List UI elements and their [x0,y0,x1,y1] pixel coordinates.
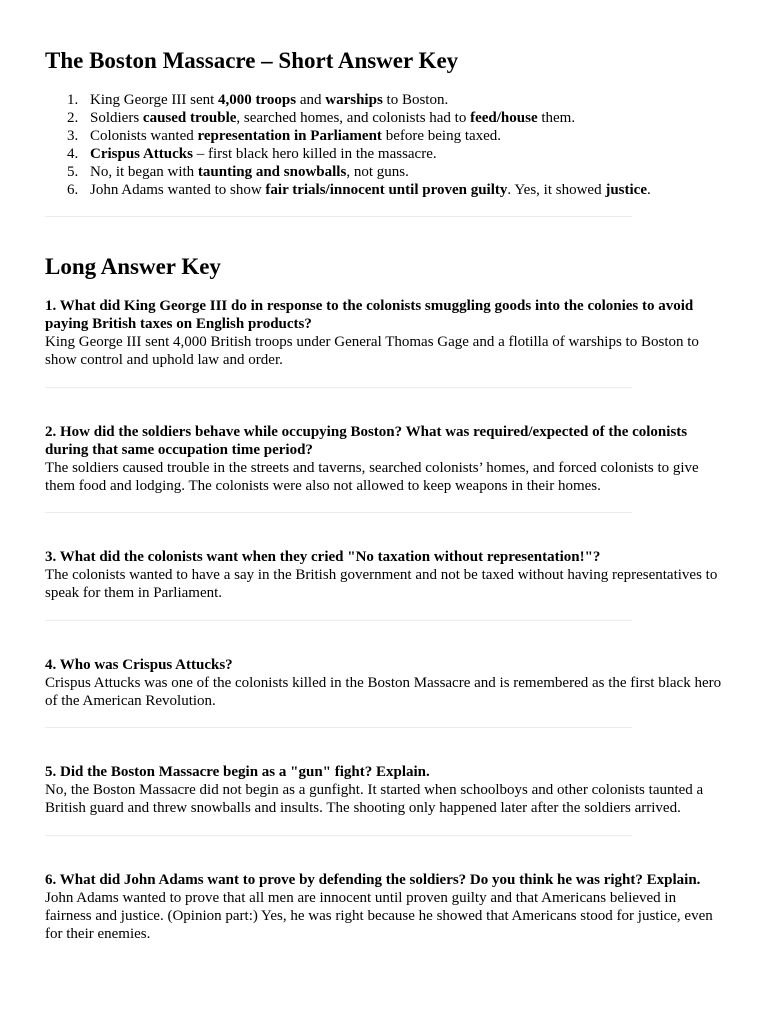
bold-answer-term: fair trials/innocent until proven guilty [265,182,508,198]
short-answer-item [67,109,750,127]
short-answer-item [67,145,750,163]
short-answer-item [67,181,750,199]
short-answer-list [45,91,750,199]
question-text: 2. How did the soldiers behave while occupying Boston? What was required/expected of the colonists during that same occupation time period? [45,424,688,458]
bold-answer-term: taunting and snowballs [197,164,347,180]
question-text: 6. What did John Adams want to prove by defending the soldiers? Do you think he was right? Explain. [45,872,701,888]
bold-answer-term: representation in Parliament [197,128,382,144]
question-text: 1. What did King George III do in response to the colonists smuggling goods into the colonies to avoid paying British taxes on English products? [45,298,694,332]
answer-text-run: . Yes, it showed [507,182,606,198]
answer-text-run: to Boston. [382,92,449,108]
item-number: 1. [67,92,79,108]
answer-text-run: – first black hero killed in the massacre. [192,146,437,162]
answer-text: Crispus Attucks was one of the colonists killed in the Boston Massacre and is remembered as the first black hero of the American Revolution. [45,675,722,709]
long-answer-4 [45,656,725,710]
question-divider [45,620,632,621]
answer-text-run: and [296,92,326,108]
bold-answer-term: warships [325,92,383,108]
bold-answer-term: caused trouble [142,110,237,126]
item-text [90,146,437,162]
item-text [90,128,501,144]
bold-answer-term: justice [605,182,647,198]
question-text: 4. Who was Crispus Attucks? [45,657,233,673]
long-answer-6 [45,871,725,943]
question-divider [45,727,632,728]
answer-text-run: . [646,182,651,198]
item-number: 4. [67,146,79,162]
bold-answer-term: feed/house [470,110,538,126]
answer-text: No, the Boston Massacre did not begin as a gunfight. It started when schoolboys and other colonists taunted a British guard and threw snowballs and insults. The shooting only happened later after the soldiers arrived. [45,782,704,816]
answer-text-run: King George III sent [90,92,219,108]
item-number: 5. [67,164,79,180]
item-text [90,164,409,180]
long-answer-1 [45,297,725,369]
bold-answer-term: Crispus Attucks [90,146,193,162]
bold-answer-term: 4,000 troops [218,92,297,108]
item-text [90,110,575,126]
long-answer-key-title: Long Answer Key [45,254,221,279]
short-answer-key-title: The Boston Massacre – Short Answer Key [45,48,459,73]
answer-text-run: before being taxed. [381,128,502,144]
question-divider [45,835,632,836]
item-number: 3. [67,128,79,144]
short-answer-item [67,91,750,109]
item-text [90,92,448,108]
answer-text-run: , not guns. [346,164,409,180]
answer-text-run: them. [537,110,576,126]
item-number: 6. [67,182,79,198]
question-text: 3. What did the colonists want when they cried "No taxation without representation!"? [45,549,601,565]
short-answer-item [67,127,750,145]
long-answer-3 [45,548,725,602]
long-answer-5 [45,763,725,817]
answer-text: The colonists wanted to have a say in the British government and not be taxed without having representatives to speak for them in Parliament. [45,567,718,601]
question-divider [45,512,632,513]
section-divider [45,216,632,217]
answer-text-run: , searched homes, and colonists had to [236,110,471,126]
question-text: 5. Did the Boston Massacre begin as a "gun" fight? Explain. [45,764,430,780]
item-text [90,182,651,198]
answer-text: John Adams wanted to prove that all men are innocent until proven guilty and that Americans believed in fairness and justice. (Opinion part:) Yes, he was right because he showed that Americans stood for justice, even for their enemies. [45,890,713,942]
short-answer-item [67,163,750,181]
answer-text: The soldiers caused trouble in the streets and taverns, searched colonists’ homes, and forced colonists to give them food and lodging. The colonists were also not allowed to keep weapons in their homes. [45,460,699,494]
answer-text-run: No, it began with [90,164,198,180]
item-number: 2. [67,110,79,126]
long-answer-2 [45,423,725,495]
answer-text-run: Colonists wanted [90,128,198,144]
answer-text-run: John Adams wanted to show [90,182,266,198]
answer-text: King George III sent 4,000 British troops under General Thomas Gage and a flotilla of warships to Boston to show control and uphold law and order. [45,334,699,368]
answer-text-run: Soldiers [90,110,143,126]
question-divider [45,387,632,388]
